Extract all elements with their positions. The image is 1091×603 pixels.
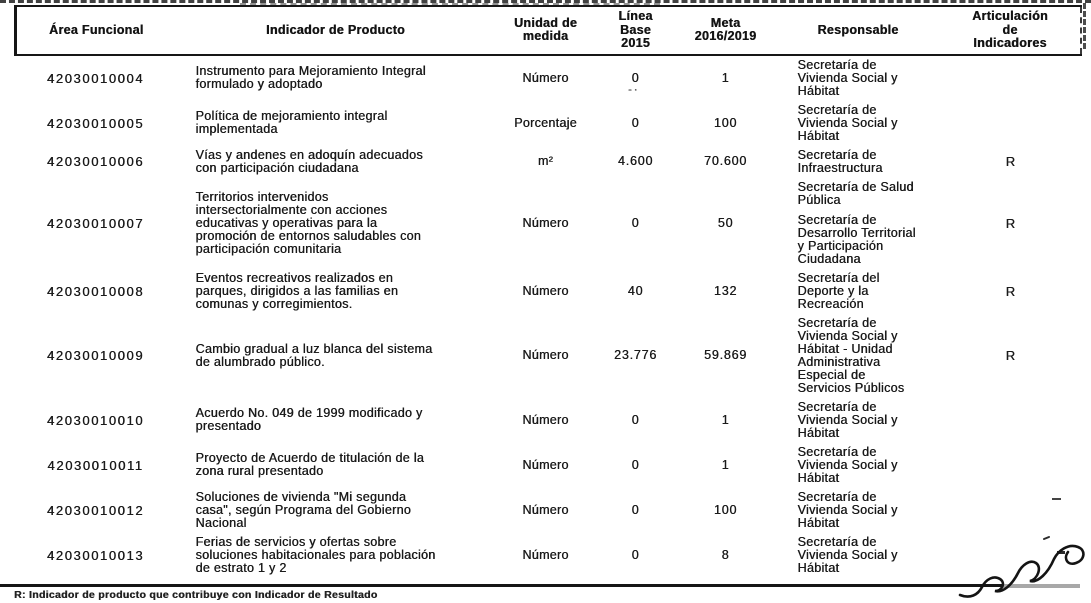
- header-meta-2016-2019: [676, 6, 776, 55]
- linea-base-cell: 40: [627, 283, 644, 298]
- meta-cell: 100: [713, 502, 738, 517]
- responsable-cell: [776, 533, 941, 578]
- indicador-text: Instrumento para Mejoramiento Integral formulado y adoptado: [195, 64, 426, 91]
- indicador-cell: [176, 533, 496, 578]
- area-funcional-value: 42030010005: [46, 115, 145, 131]
- indicador-cell: [176, 178, 496, 269]
- header-articulacion-de-indicadores: [941, 6, 1081, 55]
- table-row: [16, 55, 1081, 101]
- linea-base-cell: 0: [631, 412, 640, 427]
- responsable-text: Secretaría de Salud Pública: [797, 179, 914, 207]
- responsable-text: Secretaría de Infraestructura: [797, 147, 883, 175]
- responsable-cell: [776, 269, 941, 314]
- table-body: [16, 55, 1081, 578]
- indicador-text: Eventos recreativos realizados en parques, dirigidos a las familias en comunas y corregimientos.: [195, 270, 399, 311]
- linea-base-cell: 0: [631, 215, 640, 230]
- responsable-text: Secretaría de Vivienda Social y Hábitat: [797, 399, 898, 440]
- responsable-cell: [776, 178, 941, 269]
- responsable-text: Secretaría de Vivienda Social y Hábitat: [797, 534, 898, 575]
- indicators-table: [14, 5, 1082, 578]
- responsable-text: Secretaría de Vivienda Social y Hábitat: [797, 489, 898, 530]
- responsable-cell: [776, 314, 941, 398]
- header-responsable: Responsable: [776, 6, 941, 55]
- table-row: [16, 488, 1081, 533]
- pen-scribble-mark: [956, 531, 1090, 603]
- header-area-funcional: Área Funcional: [16, 6, 176, 55]
- unidad-cell: Número: [522, 283, 569, 298]
- linea-base-cell: 0: [631, 547, 640, 562]
- indicators-table-wrap: [0, 5, 1091, 585]
- indicador-text: Soluciones de vivienda "Mi segunda casa", según Programa del Gobierno Nacional: [195, 489, 411, 530]
- indicador-text: Ferias de servicios y ofertas sobre soluciones habitacionales para población de estrato 1 y 2: [195, 534, 436, 575]
- table-row: [16, 398, 1081, 443]
- meta-cell: 8: [721, 547, 730, 562]
- responsable-text: Secretaría de Vivienda Social y Hábitat: [797, 57, 898, 98]
- articulacion-cell: [941, 101, 1081, 146]
- responsable-cell: [776, 55, 941, 101]
- articulacion-cell: [941, 443, 1081, 488]
- indicador-text: Acuerdo No. 049 de 1999 modificado y presentado: [195, 406, 423, 433]
- articulacion-cell: [941, 55, 1081, 101]
- area-funcional-value: 42030010010: [46, 412, 145, 428]
- indicador-text: Vías y andenes en adoquín adecuados con participación ciudadana: [195, 147, 423, 175]
- table-header: [16, 6, 1081, 55]
- area-funcional-value: 42030010004: [46, 70, 145, 86]
- table-row: [16, 146, 1081, 178]
- indicador-text: Cambio gradual a luz blanca del sistema de alumbrado público.: [195, 341, 433, 369]
- responsable-cell: [776, 146, 941, 178]
- table-row: [16, 178, 1081, 269]
- unidad-cell: Número: [522, 457, 569, 472]
- unidad-cell: m²: [537, 154, 554, 168]
- header-meta-label: Meta 2016/2019: [694, 15, 757, 44]
- linea-base-cell: 0: [631, 502, 640, 517]
- indicador-cell: [176, 101, 496, 146]
- meta-cell: 50: [717, 215, 734, 230]
- indicador-cell: [176, 146, 496, 178]
- responsable-text: Secretaría de Desarrollo Territorial y Participación Ciudadana: [797, 212, 916, 266]
- articulacion-cell: [941, 488, 1081, 533]
- indicador-text: Proyecto de Acuerdo de titulación de la zona rural presentado: [195, 451, 425, 478]
- indicador-text: Política de mejoramiento integral implementada: [195, 109, 388, 136]
- header-unidad-de-medida: [496, 6, 596, 55]
- header-linea-base-2015: [596, 6, 676, 55]
- area-funcional-value: 42030010012: [46, 502, 145, 518]
- header-linea-label: Línea Base 2015: [618, 9, 653, 50]
- area-funcional-value: 42030010006: [46, 154, 145, 169]
- meta-cell: 132: [713, 283, 738, 298]
- meta-cell: 1: [721, 457, 730, 472]
- header-unidad-label: Unidad de medida: [513, 15, 578, 44]
- linea-base-cell: 0: [631, 457, 640, 472]
- meta-cell: 1: [721, 70, 730, 85]
- indicador-text: Territorios intervenidos intersectorialmente con acciones educativas y operativas para la promoción de entornos saludables con participación comunitaria: [195, 189, 422, 256]
- area-funcional-value: 42030010013: [46, 547, 145, 563]
- table-row: [16, 269, 1081, 314]
- meta-cell: 70.600: [703, 154, 748, 168]
- bottom-rule: [0, 584, 1004, 587]
- area-funcional-value: 42030010007: [46, 215, 145, 231]
- linea-base-cell: 0: [631, 115, 640, 130]
- responsable-text: Secretaría de Vivienda Social y Hábitat: [797, 444, 898, 485]
- indicador-cell: [176, 55, 496, 101]
- responsable-text: Secretaría del Deporte y la Recreación: [797, 270, 880, 311]
- table-row: [16, 533, 1081, 578]
- unidad-cell: Número: [522, 502, 569, 517]
- linea-base-cell: 23.776: [613, 348, 658, 362]
- unidad-cell: Número: [522, 412, 569, 427]
- responsable-cell: [776, 443, 941, 488]
- table-row: [16, 443, 1081, 488]
- table-row: [16, 314, 1081, 398]
- unidad-cell: Número: [522, 348, 569, 362]
- table-header-row: [16, 6, 1081, 55]
- responsable-cell: [776, 488, 941, 533]
- indicador-cell: [176, 269, 496, 314]
- articulacion-cell: [941, 398, 1081, 443]
- unidad-cell: Número: [522, 70, 569, 85]
- meta-cell: 1: [721, 412, 730, 427]
- articulacion-cell: R: [1005, 283, 1016, 299]
- area-funcional-value: 42030010011: [47, 457, 144, 473]
- responsable-cell: [776, 101, 941, 146]
- meta-cell: 59.869: [703, 348, 748, 362]
- indicador-cell: [176, 398, 496, 443]
- indicador-cell: [176, 314, 496, 398]
- header-articulacion-label: Articulación de Indicadores: [972, 9, 1048, 50]
- header-indicador-de-producto: Indicador de Producto: [176, 6, 496, 55]
- scan-artifact-mark: -·: [628, 84, 640, 96]
- articulacion-cell: R: [1005, 348, 1016, 363]
- unidad-cell: Número: [522, 547, 569, 562]
- linea-base-cell: 0: [631, 70, 640, 85]
- unidad-cell: Número: [522, 215, 569, 230]
- responsable-text: Secretaría de Vivienda Social y Hábitat - Unidad Administrativa Especial de Servicios Públicos: [797, 315, 905, 395]
- area-funcional-value: 42030010008: [46, 283, 145, 299]
- responsable-cell: [776, 398, 941, 443]
- responsable-text: Secretaría de Vivienda Social y Hábitat: [797, 102, 898, 143]
- linea-base-cell: 4.600: [617, 154, 654, 168]
- indicador-cell: [176, 488, 496, 533]
- unidad-cell: Porcentaje: [514, 115, 577, 130]
- footnote: R: Indicador de producto que contribuye con Indicador de Resultado: [14, 589, 378, 601]
- articulacion-cell: R: [1005, 215, 1016, 231]
- area-funcional-value: 42030010009: [46, 348, 145, 363]
- articulacion-cell: R: [1005, 154, 1016, 169]
- indicador-cell: [176, 443, 496, 488]
- table-row: [16, 101, 1081, 146]
- meta-cell: 100: [713, 115, 738, 130]
